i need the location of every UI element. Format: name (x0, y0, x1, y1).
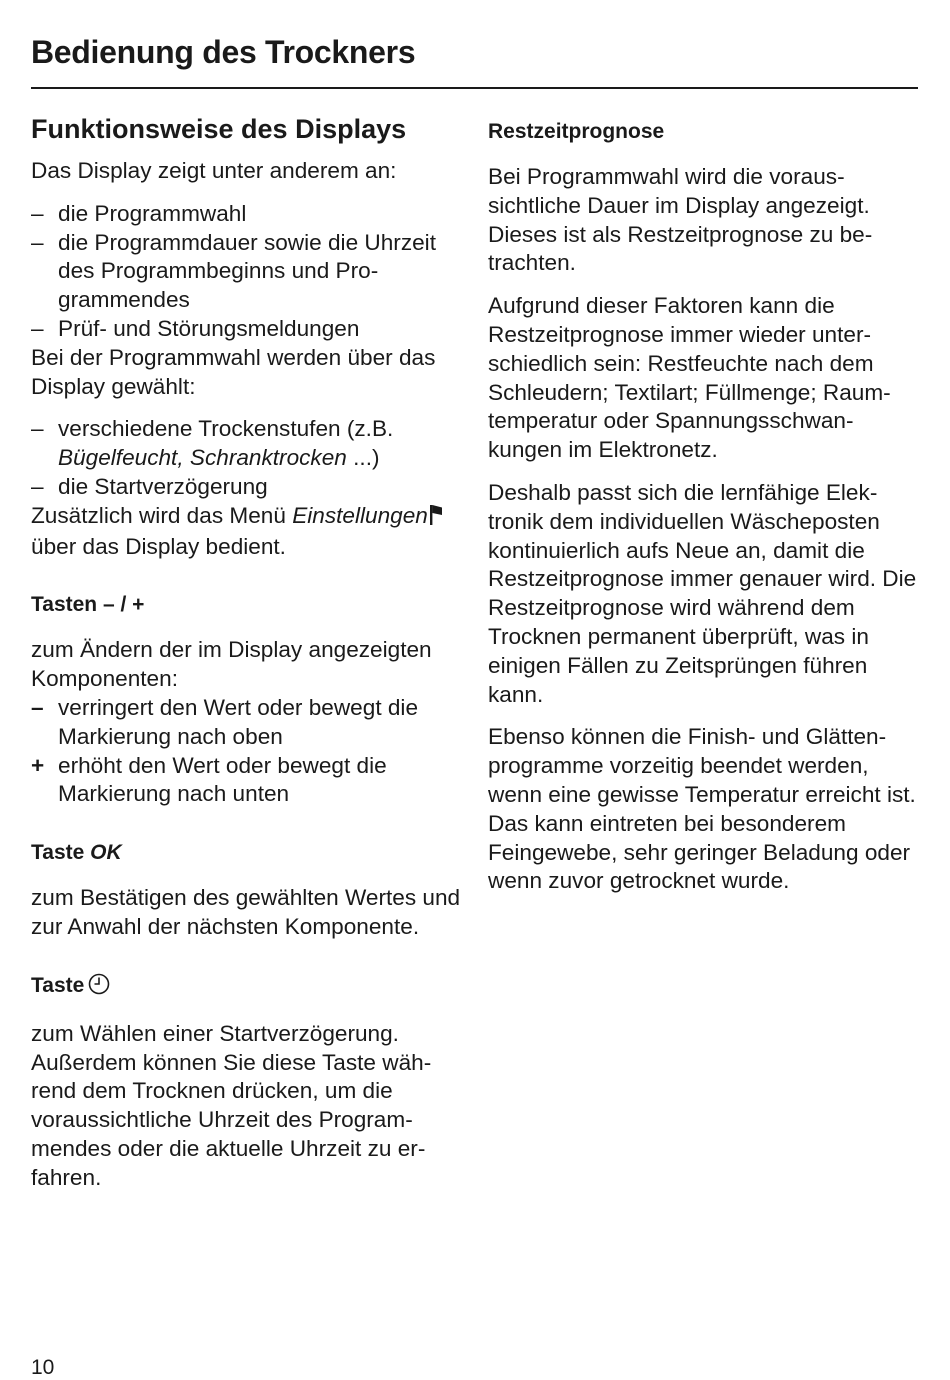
plus-item: + erhöht den Wert oder bewegt die Markierung nach unten (31, 752, 387, 807)
left-column (31, 112, 461, 1193)
intro-text: Das Display zeigt unter anderem an: (31, 158, 397, 183)
ok-heading: Taste OK (31, 841, 122, 865)
menu-text: Zusätzlich wird das Menü Einstellungen über das Display bedient. (31, 502, 461, 562)
page-number: 10 (31, 1356, 55, 1379)
selection-text: Bei der Programmwahl werden über das Display gewählt: (31, 344, 436, 399)
list-item: – die Startverzögerung (31, 473, 461, 502)
minus-item: – verringert den Wert oder bewegt die Markierung nach oben (31, 694, 419, 749)
clock-text: zum Wählen einer Startverzögerung. Außerdem können Sie diese Taste während dem Trocknen drücken, um die voraussichtliche Uhrzeit des Programmendes oder die aktuelle Uhrzeit zu erfahren. (31, 1020, 432, 1190)
page-title: Bedienung des Trockners (31, 34, 416, 70)
paragraph: Deshalb passt sich die lernfähige Elektronik dem individuellen Wäscheposten kontinuierlich aufs Neue an, damit die Restzeitprognose immer genauer wird. Die Restzeitprognose wird während dem Trocknen permanent überprüft, was in einigen Fällen zu Zeitsprüngen führen kann. (488, 479, 917, 707)
clock-heading: Taste (31, 972, 461, 1003)
tasten-text: zum Ändern der im Display angezeigten Komponenten: (31, 637, 432, 692)
list-item: – die Programmdauer sowie die Uhrzeit des Programmbeginns und Programmendes (31, 229, 461, 315)
right-column (488, 112, 918, 910)
tasten-heading: Tasten – / + (31, 593, 145, 617)
paragraph: Ebenso können die Finish- und Glättenprogramme vorzeitig beendet werden, wenn eine gewisse Temperatur erreicht ist. Das kann eintreten bei besonderem Feingewebe, sehr geringer Beladung oder wenn zuvor getrocknet wurde. (488, 724, 916, 894)
restzeit-heading: Restzeitprognose (488, 120, 665, 143)
list-item: – verschiedene Trockenstufen (z.B. Bügelfeucht, Schranktrocken ...) (31, 415, 461, 473)
list-item: – die Programmwahl (31, 200, 461, 229)
clock-icon (88, 973, 110, 1003)
title-rule (31, 87, 918, 89)
ok-text: zum Bestätigen des gewählten Wertes und zur Anwahl der nächsten Komponente. (31, 885, 461, 939)
paragraph: Bei Programmwahl wird die voraussichtliche Dauer im Display angezeigt. Dieses ist als Restzeitprognose zu betrachten. (488, 164, 873, 276)
paragraph: Aufgrund dieser Faktoren kann die Restzeitprognose immer wieder unterschiedlich sein: Restfeuchte nach dem Schleudern; Textilart; Füllmenge; Raumtemperatur oder Spannungsschwankungen im Elektronetz. (488, 293, 891, 463)
list-item: – Prüf- und Störungsmeldungen (31, 315, 461, 344)
flag-icon (430, 504, 442, 533)
section-heading-display: Funktionsweise des Displays (31, 114, 407, 144)
